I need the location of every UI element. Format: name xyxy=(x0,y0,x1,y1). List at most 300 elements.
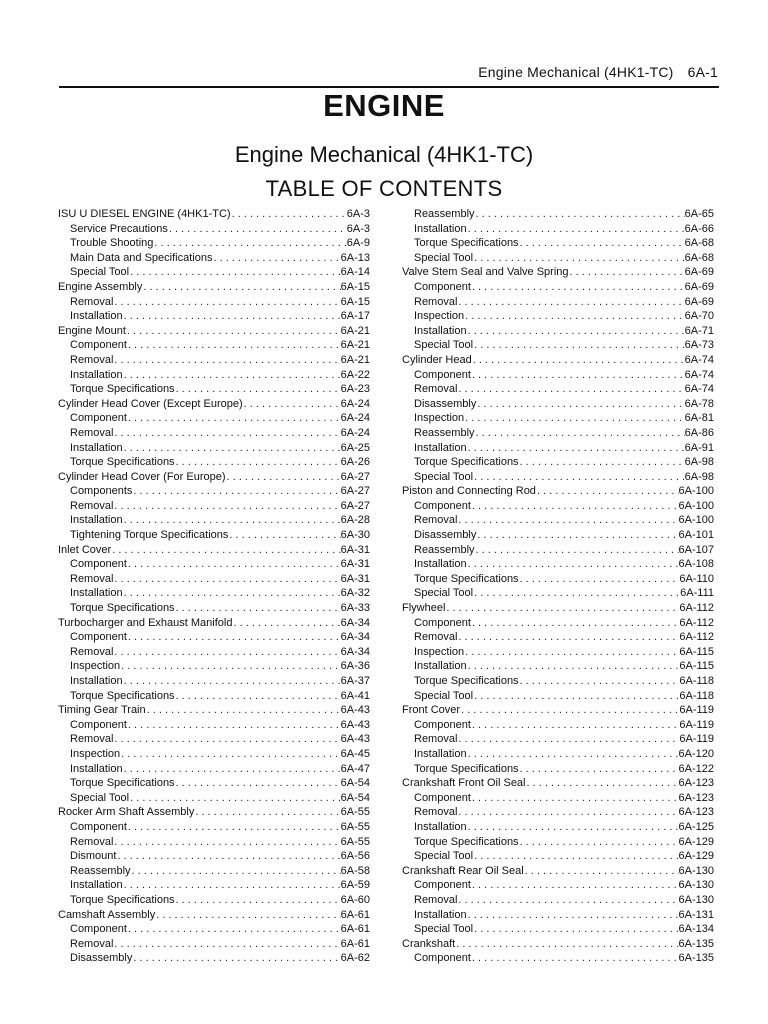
toc-entry-page: 6A-59 xyxy=(340,879,370,892)
toc-dot-leader xyxy=(524,864,679,879)
toc-dot-leader xyxy=(175,893,341,908)
toc-subentry[interactable] xyxy=(58,236,370,251)
toc-entry-page: 6A-61 xyxy=(340,937,370,950)
toc-entry-page: 6A-69 xyxy=(684,266,714,279)
toc-entry-page: 6A-119 xyxy=(679,718,714,731)
toc-dot-leader xyxy=(123,878,341,893)
toc-dot-leader xyxy=(175,382,341,397)
toc-entry-page: 6A-86 xyxy=(684,426,714,439)
toc-dot-leader xyxy=(473,338,685,353)
toc-entry-title: Torque Specifications xyxy=(70,383,175,396)
toc-subentry[interactable] xyxy=(58,411,370,426)
toc-entry-page: 6A-55 xyxy=(340,820,370,833)
toc-entry-page: 6A-21 xyxy=(340,339,370,352)
toc-dot-leader xyxy=(146,703,341,718)
toc-dot-leader xyxy=(569,265,685,280)
toc-entry-title: Installation xyxy=(70,514,123,527)
toc-subentry[interactable] xyxy=(58,557,370,572)
toc-subentry[interactable] xyxy=(58,937,370,952)
toc-dot-leader xyxy=(467,222,685,237)
toc-entry-page: 6A-58 xyxy=(340,864,370,877)
toc-subentry[interactable] xyxy=(402,441,714,456)
toc-subentry[interactable] xyxy=(58,265,370,280)
toc-entry-title: Removal xyxy=(70,572,114,585)
toc-entry-page: 6A-98 xyxy=(684,456,714,469)
toc-entry-title: Torque Specifications xyxy=(70,689,175,702)
toc-entry-title: Removal xyxy=(70,295,114,308)
toc-entry-page: 6A-74 xyxy=(684,368,714,381)
toc-entry-title: Disassembly xyxy=(414,529,477,542)
toc-entry-page: 6A-69 xyxy=(684,280,714,293)
toc-dot-leader xyxy=(153,236,346,251)
toc-dot-leader xyxy=(123,309,341,324)
toc-entry-title: Special Tool xyxy=(414,470,474,483)
toc-entry-title: Installation xyxy=(70,310,123,323)
toc-subentry[interactable] xyxy=(58,528,370,543)
toc-entry-title: Component xyxy=(414,718,471,731)
toc-entry-title: Engine Assembly xyxy=(58,280,143,293)
toc-entry-page: 6A-25 xyxy=(340,441,370,454)
toc-entry-title: Removal xyxy=(70,499,114,512)
toc-entry-title: Special Tool xyxy=(414,339,474,352)
toc-dot-leader xyxy=(457,295,684,310)
toc-entry-title: Installation xyxy=(70,441,123,454)
toc-entry-page: 6A-26 xyxy=(340,456,370,469)
toc-entry-title: Rocker Arm Shaft Assembly xyxy=(58,806,195,819)
toc-entry-page: 6A-17 xyxy=(340,310,370,323)
toc-dot-leader xyxy=(467,908,679,923)
toc-dot-leader xyxy=(131,864,341,879)
toc-entry-title: Torque Specifications xyxy=(70,602,175,615)
toc-entry[interactable] xyxy=(402,353,714,368)
toc-entry-title: Inlet Cover xyxy=(58,543,112,556)
toc-entry-page: 6A-69 xyxy=(684,295,714,308)
toc-subentry[interactable] xyxy=(402,528,714,543)
toc-entry-page: 6A-34 xyxy=(340,631,370,644)
toc-entry-title: ISU U DIESEL ENGINE (4HK1-TC) xyxy=(58,208,231,220)
toc-entry-title: Removal xyxy=(414,893,458,906)
toc-entry-page: 6A-74 xyxy=(684,353,714,366)
toc-entry-page: 6A-111 xyxy=(680,587,714,600)
toc-subentry[interactable] xyxy=(402,324,714,339)
toc-subentry[interactable] xyxy=(402,207,714,222)
toc-dot-leader xyxy=(475,543,679,558)
toc-dot-leader xyxy=(471,878,679,893)
toc-entry-title: Torque Specifications xyxy=(70,777,175,790)
toc-dot-leader xyxy=(467,441,685,456)
toc-subentry[interactable] xyxy=(58,762,370,777)
toc-entry-page: 6A-129 xyxy=(678,850,714,863)
toc-dot-leader xyxy=(457,630,679,645)
toc-subentry[interactable] xyxy=(402,368,714,383)
toc-entry-page: 6A-55 xyxy=(340,835,370,848)
toc-dot-leader xyxy=(457,893,678,908)
toc-subentry[interactable] xyxy=(402,411,714,426)
toc-subentry[interactable] xyxy=(58,499,370,514)
toc-entry-page: 6A-98 xyxy=(684,470,714,483)
toc-entry[interactable] xyxy=(402,864,714,879)
toc-subentry[interactable] xyxy=(58,382,370,397)
toc-subentry[interactable] xyxy=(58,645,370,660)
toc-subentry[interactable] xyxy=(58,659,370,674)
toc-subentry[interactable] xyxy=(402,426,714,441)
toc-dot-leader xyxy=(123,586,341,601)
toc-entry-title: Component xyxy=(414,791,471,804)
toc-entry-title: Torque Specifications xyxy=(414,456,519,469)
toc-entry-page: 6A-24 xyxy=(340,426,370,439)
toc-entry-title: Component xyxy=(414,952,471,965)
toc-dot-leader xyxy=(473,586,680,601)
toc-entry-page: 6A-135 xyxy=(678,952,714,965)
toc-subentry[interactable] xyxy=(402,557,714,572)
toc-entry-title: Component xyxy=(70,339,127,352)
toc-subentry[interactable] xyxy=(58,878,370,893)
toc-subentry[interactable] xyxy=(58,441,370,456)
toc-entry-page: 6A-13 xyxy=(340,251,370,264)
toc-entry[interactable] xyxy=(58,207,370,222)
toc-dot-leader xyxy=(175,601,341,616)
toc-entry-page: 6A-31 xyxy=(340,572,370,585)
toc-dot-leader xyxy=(123,674,341,689)
toc-entry-page: 6A-54 xyxy=(340,777,370,790)
toc-entry-title: Inspection xyxy=(70,660,121,673)
toc-subentry[interactable] xyxy=(58,484,370,499)
toc-entry-page: 6A-123 xyxy=(678,806,714,819)
toc-dot-leader xyxy=(127,922,341,937)
toc-subentry[interactable] xyxy=(402,572,714,587)
toc-subentry[interactable] xyxy=(402,645,714,660)
toc-entry-page: 6A-34 xyxy=(340,616,370,629)
toc-subentry[interactable] xyxy=(58,586,370,601)
toc-subentry[interactable] xyxy=(58,689,370,704)
toc-entry-title: Special Tool xyxy=(414,923,474,936)
toc-entry-page: 6A-130 xyxy=(678,864,714,877)
toc-entry-title: Installation xyxy=(414,820,467,833)
toc-entry-title: Engine Mount xyxy=(58,324,126,337)
toc-entry-title: Component xyxy=(70,923,127,936)
toc-dot-leader xyxy=(476,528,678,543)
toc-subentry[interactable] xyxy=(58,251,370,266)
toc-entry-title: Removal xyxy=(414,631,458,644)
toc-dot-leader xyxy=(457,513,678,528)
toc-entry-page: 6A-118 xyxy=(679,689,714,702)
toc-entry-page: 6A-3 xyxy=(346,208,370,220)
toc-subentry[interactable] xyxy=(402,236,714,251)
toc-entry-page: 6A-43 xyxy=(340,733,370,746)
toc-entry-title: Removal xyxy=(70,937,114,950)
toc-entry-title: Reassembly xyxy=(414,543,475,556)
toc-subentry[interactable] xyxy=(402,499,714,514)
toc-subentry[interactable] xyxy=(402,543,714,558)
toc-entry[interactable] xyxy=(58,397,370,412)
toc-dot-leader xyxy=(232,616,340,631)
toc-entry-page: 6A-66 xyxy=(684,222,714,235)
toc-entry-page: 6A-123 xyxy=(678,777,714,790)
toc-entry-page: 6A-62 xyxy=(340,952,370,965)
page-subtitle: Engine Mechanical (4HK1-TC) xyxy=(234,142,534,167)
toc-entry-page: 6A-61 xyxy=(340,923,370,936)
toc-entry-title: Installation xyxy=(414,324,467,337)
toc-entry-title: Crankshaft Rear Oil Seal xyxy=(402,864,524,877)
toc-subentry[interactable] xyxy=(402,908,714,923)
toc-entry-page: 6A-3 xyxy=(346,222,370,235)
toc-subentry[interactable] xyxy=(402,309,714,324)
toc-entry-page: 6A-119 xyxy=(679,733,714,746)
toc-subentry[interactable] xyxy=(402,718,714,733)
toc-subentry[interactable] xyxy=(402,689,714,704)
toc-dot-leader xyxy=(116,849,340,864)
toc-entry[interactable] xyxy=(58,470,370,485)
toc-subentry[interactable] xyxy=(402,455,714,470)
toc-entry-page: 6A-101 xyxy=(678,529,714,542)
toc-subentry[interactable] xyxy=(58,674,370,689)
toc-dot-leader xyxy=(475,426,685,441)
toc-entry-page: 6A-131 xyxy=(678,908,714,921)
toc-subentry[interactable] xyxy=(402,820,714,835)
toc-entry-title: Component xyxy=(414,499,471,512)
toc-entry-page: 6A-45 xyxy=(340,747,370,760)
toc-dot-leader xyxy=(120,747,340,762)
toc-entry-title: Cylinder Head Cover (For Europe) xyxy=(58,470,226,483)
toc-entry-page: 6A-108 xyxy=(678,558,714,571)
toc-entry-page: 6A-56 xyxy=(340,850,370,863)
toc-entry-title: Removal xyxy=(414,383,458,396)
toc-dot-leader xyxy=(519,674,680,689)
toc-entry[interactable] xyxy=(58,908,370,923)
toc-entry-title: Dismount xyxy=(70,850,117,863)
toc-dot-leader xyxy=(519,572,680,587)
toc-entry[interactable] xyxy=(58,324,370,339)
toc-entry-title: Component xyxy=(414,879,471,892)
toc-entry-title: Installation xyxy=(414,747,467,760)
toc-subentry[interactable] xyxy=(58,893,370,908)
toc-entry-title: Timing Gear Train xyxy=(58,704,146,717)
toc-dot-leader xyxy=(467,747,679,762)
toc-dot-leader xyxy=(113,732,340,747)
toc-entry-page: 6A-123 xyxy=(678,791,714,804)
toc-subentry[interactable] xyxy=(58,835,370,850)
toc-entry[interactable] xyxy=(402,484,714,499)
toc-subentry[interactable] xyxy=(402,791,714,806)
toc-dot-leader xyxy=(111,543,340,558)
toc-entry-page: 6A-31 xyxy=(340,543,370,556)
toc-entry-page: 6A-100 xyxy=(678,514,714,527)
toc-subentry[interactable] xyxy=(58,864,370,879)
toc-dot-leader xyxy=(519,835,679,850)
toc-subentry[interactable] xyxy=(402,338,714,353)
toc-dot-leader xyxy=(471,718,679,733)
toc-subentry[interactable] xyxy=(58,338,370,353)
toc-subentry[interactable] xyxy=(58,601,370,616)
toc-entry-title: Installation xyxy=(414,558,467,571)
toc-subentry[interactable] xyxy=(58,849,370,864)
toc-dot-leader xyxy=(127,630,341,645)
toc-entry-title: Reassembly xyxy=(70,864,131,877)
toc-entry-page: 6A-130 xyxy=(678,893,714,906)
toc-subentry[interactable] xyxy=(58,630,370,645)
toc-subentry[interactable] xyxy=(402,762,714,777)
toc-entry-title: Cylinder Head Cover (Except Europe) xyxy=(58,397,243,410)
toc-dot-leader xyxy=(464,645,679,660)
toc-subentry[interactable] xyxy=(402,513,714,528)
toc-subentry[interactable] xyxy=(402,659,714,674)
toc-entry-title: Tightening Torque Specifications xyxy=(70,529,229,542)
toc-entry[interactable] xyxy=(402,601,714,616)
toc-dot-leader xyxy=(142,280,340,295)
toc-dot-leader xyxy=(471,951,679,966)
toc-dot-leader xyxy=(472,353,685,368)
toc-dot-leader xyxy=(519,236,685,251)
toc-subentry[interactable] xyxy=(402,674,714,689)
toc-dot-leader xyxy=(194,805,340,820)
toc-entry-title: Removal xyxy=(70,645,114,658)
toc-subentry[interactable] xyxy=(58,951,370,966)
toc-entry-page: 6A-73 xyxy=(684,339,714,352)
toc-subentry[interactable] xyxy=(58,353,370,368)
toc-subentry[interactable] xyxy=(402,922,714,937)
toc-subentry[interactable] xyxy=(402,805,714,820)
toc-entry-page: 6A-112 xyxy=(679,631,714,644)
toc-entry-title: Torque Specifications xyxy=(414,572,519,585)
toc-subentry[interactable] xyxy=(402,382,714,397)
toc-subentry[interactable] xyxy=(402,630,714,645)
toc-entry-title: Disassembly xyxy=(70,952,133,965)
toc-entry-page: 6A-15 xyxy=(340,280,370,293)
toc-entry-title: Piston and Connecting Rod xyxy=(402,485,536,498)
toc-entry-title: Installation xyxy=(70,675,123,687)
toc-dot-leader xyxy=(473,251,685,266)
running-header-page-number: 6A-1 xyxy=(687,64,718,80)
toc-subentry[interactable] xyxy=(402,295,714,310)
toc-entry-title: Component xyxy=(414,616,471,629)
toc-subentry[interactable] xyxy=(58,222,370,237)
toc-dot-leader xyxy=(127,411,341,426)
toc-entry-title: Components xyxy=(70,485,133,498)
toc-entry-page: 6A-32 xyxy=(340,587,370,600)
toc-dot-leader xyxy=(175,455,341,470)
toc-entry-page: 6A-125 xyxy=(678,820,714,833)
toc-subentry[interactable] xyxy=(402,222,714,237)
toc-dot-leader xyxy=(467,557,679,572)
toc-dot-leader xyxy=(457,805,678,820)
toc-entry-page: 6A-119 xyxy=(679,704,714,717)
toc-entry[interactable] xyxy=(58,805,370,820)
toc-entry-page: 6A-130 xyxy=(678,879,714,892)
toc-subentry[interactable] xyxy=(402,397,714,412)
toc-entry-title: Installation xyxy=(414,908,467,921)
toc-subentry[interactable] xyxy=(58,455,370,470)
toc-subentry[interactable] xyxy=(402,586,714,601)
toc-entry-page: 6A-120 xyxy=(678,747,714,760)
toc-subentry[interactable] xyxy=(402,747,714,762)
toc-dot-leader xyxy=(127,718,341,733)
toc-dot-leader xyxy=(126,324,341,339)
toc-dot-leader xyxy=(129,791,341,806)
toc-subentry[interactable] xyxy=(402,280,714,295)
toc-entry-page: 6A-28 xyxy=(340,514,370,527)
toc-heading: TABLE OF CONTENTS xyxy=(265,176,503,201)
toc-subentry[interactable] xyxy=(402,835,714,850)
toc-entry-title: Installation xyxy=(414,222,467,235)
toc-entry[interactable] xyxy=(402,776,714,791)
toc-subentry[interactable] xyxy=(402,616,714,631)
toc-subentry[interactable] xyxy=(402,849,714,864)
toc-entry-page: 6A-23 xyxy=(340,383,370,396)
toc-entry[interactable] xyxy=(58,616,370,631)
toc-dot-leader xyxy=(471,791,679,806)
toc-entry-title: Component xyxy=(70,820,127,833)
toc-dot-leader xyxy=(457,382,684,397)
toc-subentry[interactable] xyxy=(402,893,714,908)
toc-dot-leader xyxy=(113,426,340,441)
toc-dot-leader xyxy=(113,295,340,310)
toc-dot-leader xyxy=(212,251,340,266)
toc-subentry[interactable] xyxy=(58,718,370,733)
toc-dot-leader xyxy=(467,820,679,835)
toc-entry-page: 6A-81 xyxy=(684,412,714,425)
toc-entry[interactable] xyxy=(58,543,370,558)
toc-subentry[interactable] xyxy=(58,732,370,747)
toc-entry-page: 6A-115 xyxy=(679,660,714,673)
toc-right-column xyxy=(402,207,714,966)
toc-entry-title: Crankshaft xyxy=(402,937,456,950)
toc-entry[interactable] xyxy=(402,265,714,280)
toc-dot-leader xyxy=(475,207,685,222)
toc-dot-leader xyxy=(226,470,341,485)
toc-dot-leader xyxy=(175,689,341,704)
toc-entry-page: 6A-24 xyxy=(340,397,370,410)
toc-dot-leader xyxy=(536,484,679,499)
toc-entry-page: 6A-60 xyxy=(340,893,370,906)
toc-entry[interactable] xyxy=(402,703,714,718)
toc-entry-title: Component xyxy=(70,558,127,571)
toc-subentry[interactable] xyxy=(58,922,370,937)
toc-entry-title: Flywheel xyxy=(402,602,446,615)
toc-dot-leader xyxy=(129,265,341,280)
toc-subentry[interactable] xyxy=(58,426,370,441)
toc-subentry[interactable] xyxy=(58,747,370,762)
toc-subentry[interactable] xyxy=(402,470,714,485)
toc-entry[interactable] xyxy=(402,937,714,952)
toc-entry-page: 6A-21 xyxy=(340,353,370,366)
toc-dot-leader xyxy=(113,835,340,850)
toc-entry-page: 6A-27 xyxy=(340,470,370,483)
toc-subentry[interactable] xyxy=(58,513,370,528)
toc-entry-page: 6A-41 xyxy=(340,689,370,702)
toc-subentry[interactable] xyxy=(58,791,370,806)
toc-entry-title: Removal xyxy=(414,806,458,819)
toc-subentry[interactable] xyxy=(58,295,370,310)
toc-subentry[interactable] xyxy=(402,732,714,747)
toc-dot-leader xyxy=(460,703,679,718)
toc-dot-leader xyxy=(526,776,679,791)
toc-dot-leader xyxy=(127,820,341,835)
toc-subentry[interactable] xyxy=(58,309,370,324)
toc-subentry[interactable] xyxy=(58,368,370,383)
toc-subentry[interactable] xyxy=(58,820,370,835)
toc-subentry[interactable] xyxy=(58,776,370,791)
toc-entry[interactable] xyxy=(58,703,370,718)
toc-subentry[interactable] xyxy=(58,572,370,587)
toc-entry[interactable] xyxy=(58,280,370,295)
toc-subentry[interactable] xyxy=(402,951,714,966)
toc-entry-page: 6A-24 xyxy=(340,412,370,425)
toc-entry-title: Special Tool xyxy=(414,587,474,600)
toc-entry-page: 6A-14 xyxy=(340,266,370,279)
toc-subentry[interactable] xyxy=(402,251,714,266)
toc-subentry[interactable] xyxy=(402,878,714,893)
toc-dot-leader xyxy=(127,338,341,353)
